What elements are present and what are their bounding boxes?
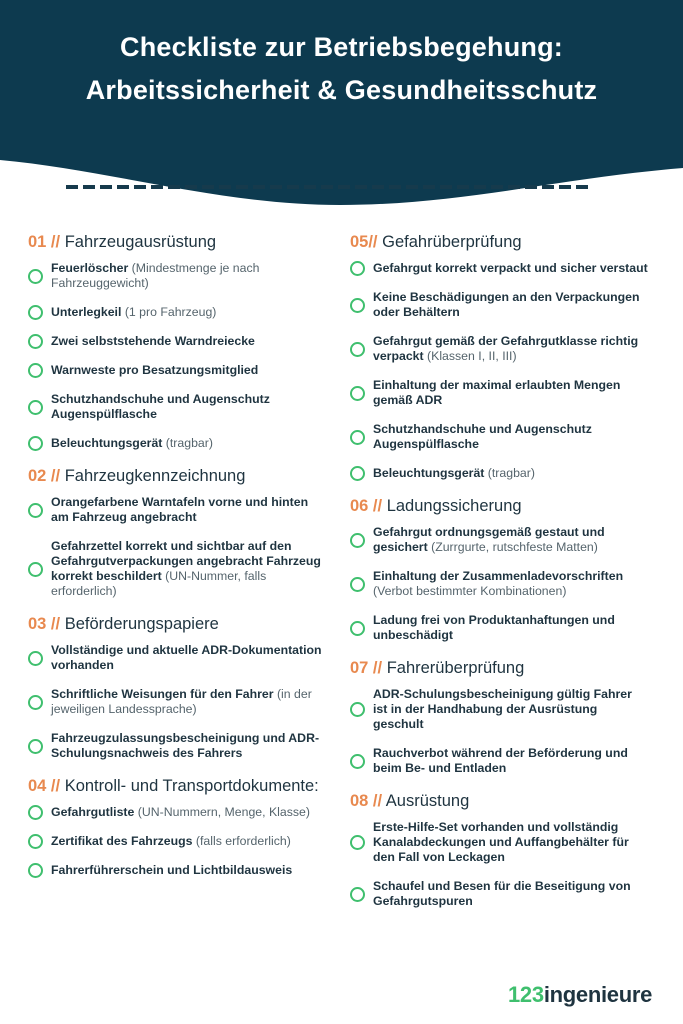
- item-label: Ladung frei von Produktanhaftungen und unbeschädigt: [373, 613, 615, 642]
- section-number: 07 //: [350, 659, 383, 677]
- checklist-section: [28, 613, 348, 761]
- checkbox-circle-icon[interactable]: [28, 805, 43, 820]
- checkbox-circle-icon[interactable]: [28, 562, 43, 577]
- item-text: [373, 746, 648, 776]
- checkbox-circle-icon[interactable]: [28, 739, 43, 754]
- item-note: (tragbar): [165, 436, 213, 450]
- checklist-section: [350, 790, 670, 909]
- item-label: Schriftliche Weisungen für den Fahrer: [51, 687, 274, 701]
- item-text: [51, 363, 326, 378]
- item-label: Orangefarbene Warntafeln vorne und hinten am Fahrzeug angebracht: [51, 495, 309, 524]
- section-title: Ausrüstung: [385, 792, 470, 810]
- item-label: Gefahrgutliste: [51, 805, 135, 819]
- item-text: [373, 290, 648, 320]
- item-text: [51, 334, 326, 349]
- checklist-item[interactable]: [28, 261, 348, 291]
- left-column: [28, 231, 348, 892]
- section-title: Fahrerüberprüfung: [386, 659, 525, 677]
- checkbox-circle-icon[interactable]: [28, 269, 43, 284]
- item-label: Fahrzeugzulassungsbescheinigung und ADR-Schulungsnachweis des Fahrers: [51, 731, 320, 760]
- section-title: Kontroll- und Transportdokumente:: [64, 777, 319, 795]
- checkbox-circle-icon[interactable]: [28, 305, 43, 320]
- checkbox-circle-icon[interactable]: [28, 363, 43, 378]
- checklist-item[interactable]: [28, 731, 348, 761]
- item-text: [51, 392, 326, 422]
- checkbox-circle-icon[interactable]: [350, 754, 365, 769]
- item-text: [373, 879, 648, 909]
- checklist-item[interactable]: [350, 687, 670, 732]
- item-label: Rauchverbot während der Beförderung und beim Be- und Entladen: [373, 746, 628, 775]
- checklist-item[interactable]: [28, 805, 348, 820]
- checkbox-circle-icon[interactable]: [350, 533, 365, 548]
- checklist-section: [350, 657, 670, 776]
- checklist-section: [28, 775, 348, 878]
- checklist-item[interactable]: [350, 378, 670, 408]
- checkbox-circle-icon[interactable]: [350, 702, 365, 717]
- checklist-item[interactable]: [350, 290, 670, 320]
- item-label: Gefahrzettel korrekt und sichtbar auf den Gefahrgutverpackungen angebracht Fahrzeug korrekt beschildert: [51, 539, 321, 583]
- checklist-item[interactable]: [350, 261, 670, 276]
- checklist-item[interactable]: [28, 392, 348, 422]
- checkbox-circle-icon[interactable]: [28, 863, 43, 878]
- item-text: [51, 687, 326, 717]
- item-label: Beleuchtungsgerät: [373, 466, 485, 480]
- item-note: (UN-Nummern, Menge, Klasse): [137, 805, 310, 819]
- item-label: Schutzhandschuhe und Augenschutz Augenspülflasche: [51, 392, 270, 421]
- item-text: [373, 378, 648, 408]
- checkbox-circle-icon[interactable]: [350, 298, 365, 313]
- checklist-item[interactable]: [28, 305, 348, 320]
- item-text: [51, 261, 326, 291]
- checklist-item[interactable]: [28, 539, 348, 599]
- checklist-item[interactable]: [350, 820, 670, 865]
- item-text: [51, 539, 326, 599]
- item-text: [51, 834, 326, 849]
- checkbox-circle-icon[interactable]: [350, 430, 365, 445]
- section-title: Gefahrüberprüfung: [382, 233, 522, 251]
- section-heading: [28, 775, 348, 797]
- checklist-item[interactable]: [28, 363, 348, 378]
- item-label: Fahrerführerschein und Lichtbildausweis: [51, 863, 293, 877]
- item-note: (falls erforderlich): [195, 834, 291, 848]
- section-number: 05//: [350, 233, 378, 251]
- checkbox-circle-icon[interactable]: [28, 695, 43, 710]
- item-label: Erste-Hilfe-Set vorhanden und vollständig Kanalabdeckungen und Auffangbehälter für den Fall von Leckagen: [373, 820, 629, 864]
- item-label: Gefahrgut ordnungsgemäß gestaut und gesichert: [373, 525, 605, 554]
- item-label: Unterlegkeil: [51, 305, 122, 319]
- section-heading: [28, 613, 348, 635]
- checkbox-circle-icon[interactable]: [28, 651, 43, 666]
- item-text: [51, 863, 326, 878]
- item-note: (Verbot bestimmter Kombinationen): [373, 584, 567, 598]
- item-label: ADR-Schulungsbescheinigung gültig Fahrer ist in der Handhabung der Ausrüstung geschult: [373, 687, 632, 731]
- checklist-item[interactable]: [350, 746, 670, 776]
- item-note: (1 pro Fahrzeug): [124, 305, 217, 319]
- section-number: 03 //: [28, 615, 61, 633]
- checklist-item[interactable]: [28, 687, 348, 717]
- item-label: Feuerlöscher: [51, 261, 129, 275]
- checkbox-circle-icon[interactable]: [28, 400, 43, 415]
- item-text: [373, 261, 648, 276]
- checkbox-circle-icon[interactable]: [350, 342, 365, 357]
- right-column: [350, 231, 670, 923]
- item-label: Schaufel und Besen für die Beseitigung von Gefahrgutspuren: [373, 879, 631, 908]
- checkbox-circle-icon[interactable]: [28, 503, 43, 518]
- logo-text: ingenieure: [543, 982, 653, 1007]
- item-label: Vollständige und aktuelle ADR-Dokumentation vorhanden: [51, 643, 322, 672]
- logo: [508, 982, 652, 1008]
- checklist-item[interactable]: [350, 466, 670, 481]
- section-title: Fahrzeugausrüstung: [64, 233, 217, 251]
- checkbox-circle-icon[interactable]: [350, 386, 365, 401]
- item-text: [51, 495, 326, 525]
- checkbox-circle-icon[interactable]: [28, 334, 43, 349]
- section-number: 08 //: [350, 792, 383, 810]
- section-title: Beförderungspapiere: [64, 615, 219, 633]
- item-text: [373, 820, 648, 865]
- checkbox-circle-icon[interactable]: [350, 835, 365, 850]
- checkbox-circle-icon[interactable]: [350, 577, 365, 592]
- item-label: Keine Beschädigungen an den Verpackungen oder Behältern: [373, 290, 640, 319]
- section-heading: [350, 790, 670, 812]
- item-label: Beleuchtungsgerät: [51, 436, 163, 450]
- checklist-item[interactable]: [350, 525, 670, 555]
- item-text: [373, 613, 648, 643]
- section-heading: [28, 231, 348, 253]
- item-label: Gefahrgut gemäß der Gefahrgutklasse richtig verpackt: [373, 334, 639, 363]
- item-text: [51, 643, 326, 673]
- checkbox-circle-icon[interactable]: [350, 621, 365, 636]
- checklist-item[interactable]: [350, 569, 670, 599]
- item-text: [373, 466, 648, 481]
- checkbox-circle-icon[interactable]: [28, 436, 43, 451]
- section-heading: [350, 495, 670, 517]
- section-number: 04 //: [28, 777, 61, 795]
- item-label: Warnweste pro Besatzungsmitglied: [51, 363, 259, 377]
- item-text: [373, 687, 648, 732]
- logo-number: 123: [508, 982, 544, 1007]
- checklist-item[interactable]: [350, 879, 670, 909]
- section-heading: [350, 657, 670, 679]
- checkbox-circle-icon[interactable]: [350, 261, 365, 276]
- section-heading: [28, 465, 348, 487]
- item-text: [51, 305, 326, 320]
- checklist-item[interactable]: [28, 495, 348, 525]
- item-note: (Zurrgurte, rutschfeste Matten): [431, 540, 598, 554]
- item-text: [373, 569, 648, 599]
- item-label: Zwei selbststehende Warndreiecke: [51, 334, 255, 348]
- checklist-section: [350, 231, 670, 481]
- checklist-item[interactable]: [28, 643, 348, 673]
- checklist-item[interactable]: [28, 863, 348, 878]
- checklist-item[interactable]: [28, 334, 348, 349]
- checklist-item[interactable]: [28, 436, 348, 451]
- item-text: [51, 731, 326, 761]
- item-text: [51, 805, 326, 820]
- item-note: (Klassen I, II, III): [427, 349, 517, 363]
- checklist-section: [28, 231, 348, 451]
- item-text: [51, 436, 326, 451]
- checkbox-circle-icon[interactable]: [350, 887, 365, 902]
- item-note: (in der jeweiligen Landessprache): [51, 687, 312, 716]
- item-text: [373, 334, 648, 364]
- page-title: [0, 26, 683, 112]
- section-title: Ladungssicherung: [386, 497, 522, 515]
- dashed-divider: [66, 185, 592, 189]
- item-text: [373, 422, 648, 452]
- section-number: 06 //: [350, 497, 383, 515]
- item-note: (UN-Nummer, falls erforderlich): [51, 569, 267, 598]
- item-label: Schutzhandschuhe und Augenschutz Augenspülflasche: [373, 422, 592, 451]
- section-number: 02 //: [28, 467, 61, 485]
- checklist-item[interactable]: [350, 613, 670, 643]
- item-label: Gefahrgut korrekt verpackt und sicher verstaut: [373, 261, 648, 275]
- title-line-1: Checkliste zur Betriebsbegehung:: [120, 32, 563, 62]
- item-label: Einhaltung der maximal erlaubten Mengen gemäß ADR: [373, 378, 621, 407]
- checklist-item[interactable]: [350, 334, 670, 364]
- item-label: Einhaltung der Zusammenladevorschriften: [373, 569, 624, 583]
- checklist-section: [350, 495, 670, 643]
- item-text: [373, 525, 648, 555]
- checklist-item[interactable]: [350, 422, 670, 452]
- section-heading: [350, 231, 670, 253]
- section-title: Fahrzeugkennzeichnung: [64, 467, 246, 485]
- checklist-item[interactable]: [28, 834, 348, 849]
- section-number: 01 //: [28, 233, 61, 251]
- title-line-2: Arbeitssicherheit & Gesundheitsschutz: [85, 75, 598, 105]
- checkbox-circle-icon[interactable]: [350, 466, 365, 481]
- item-note: (tragbar): [487, 466, 535, 480]
- item-label: Zertifikat des Fahrzeugs: [51, 834, 193, 848]
- checkbox-circle-icon[interactable]: [28, 834, 43, 849]
- item-note: (Mindestmenge je nach Fahrzeuggewicht): [51, 261, 260, 290]
- checklist-section: [28, 465, 348, 599]
